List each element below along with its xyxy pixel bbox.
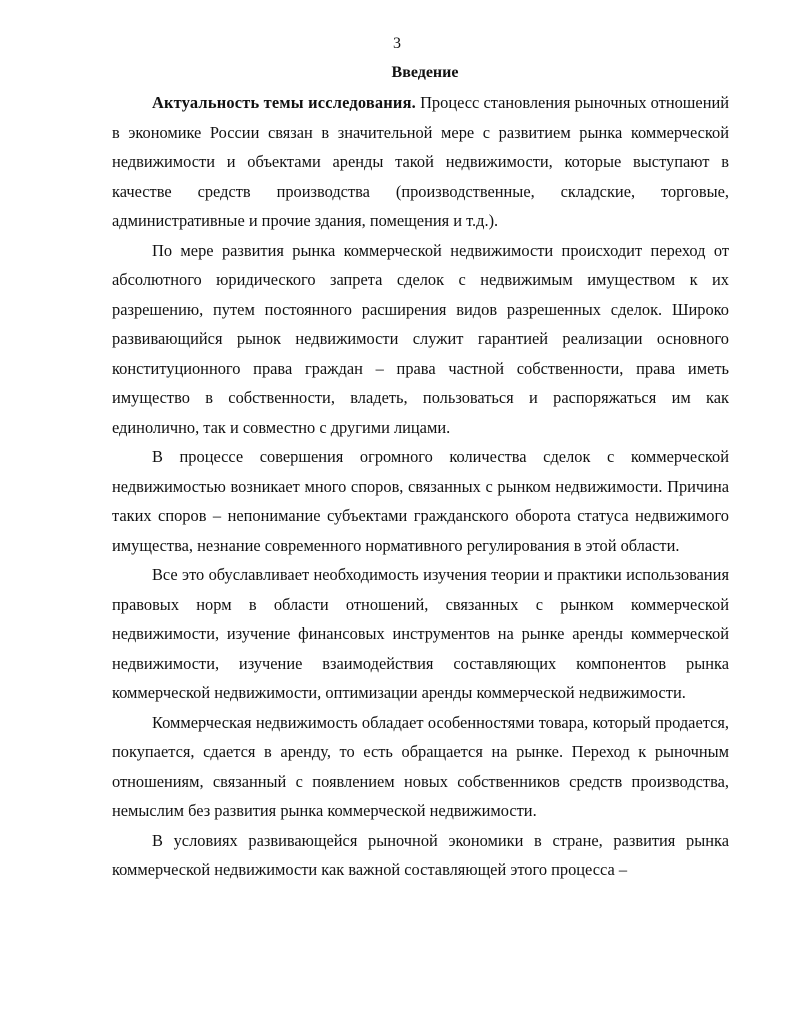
paragraph-1 bbox=[112, 88, 729, 236]
paragraph-5: Коммерческая недвижимость обладает особенностями товара, который продается, покупается, сдается в аренду, то есть обращается на рынке. Переход к рыночным отношениям, связанный с появлением новых собственников средств производства, немыслим без развития рынка коммерческой недвижимости. bbox=[112, 712, 729, 820]
paragraph-4: Все это обуславливает необходимость изучения теории и практики использования правовых норм в области отношений, связанных с рынком коммерческой недвижимости, изучение финансовых инструментов на рынке аренды коммерческой недвижимости, изучение взаимодействия составляющих компонентов рынка коммерческой недвижимости, оптимизации аренды коммерческой недвижимости. bbox=[112, 565, 729, 702]
paragraph-text: Процесс становления рыночных отношений в экономике России связан в значительной мере с развитием рынка коммерческой недвижимости и объектами аренды такой недвижимости, которые выступают в качестве средств производства (производственные, складские, торговые, административные и прочие здания, помещения и т.д.). bbox=[112, 93, 730, 230]
paragraph-lead: Актуальность темы исследования. bbox=[152, 93, 416, 112]
body-text bbox=[112, 88, 729, 885]
paragraph-2: По мере развития рынка коммерческой недвижимости происходит переход от абсолютного юридического запрета сделок с недвижимым имуществом к их разрешению, путем постоянного расширения видов разрешенных сделок. Широко развивающийся рынок недвижимости служит гарантией реализации основного конституционного права граждан – права частной собственности, права иметь имущество в собственности, владеть, пользоваться и распоряжаться им как единолично, так и совместно с другими лицами. bbox=[112, 240, 729, 437]
paragraph-6: В условиях развивающейся рыночной экономики в стране, развития рынка коммерческой недвижимости как важной составляющей этого процесса – bbox=[112, 830, 729, 879]
section-heading: Введение bbox=[391, 64, 459, 81]
paragraph-3: В процессе совершения огромного количества сделок с коммерческой недвижимостью возникает много споров, связанных с рынком недвижимости. Причина таких споров – непонимание субъектами гражданского оборота статуса недвижимого имущества, незнание современного нормативного регулирования в этой области. bbox=[112, 447, 729, 555]
page-number: 3 bbox=[393, 35, 401, 52]
